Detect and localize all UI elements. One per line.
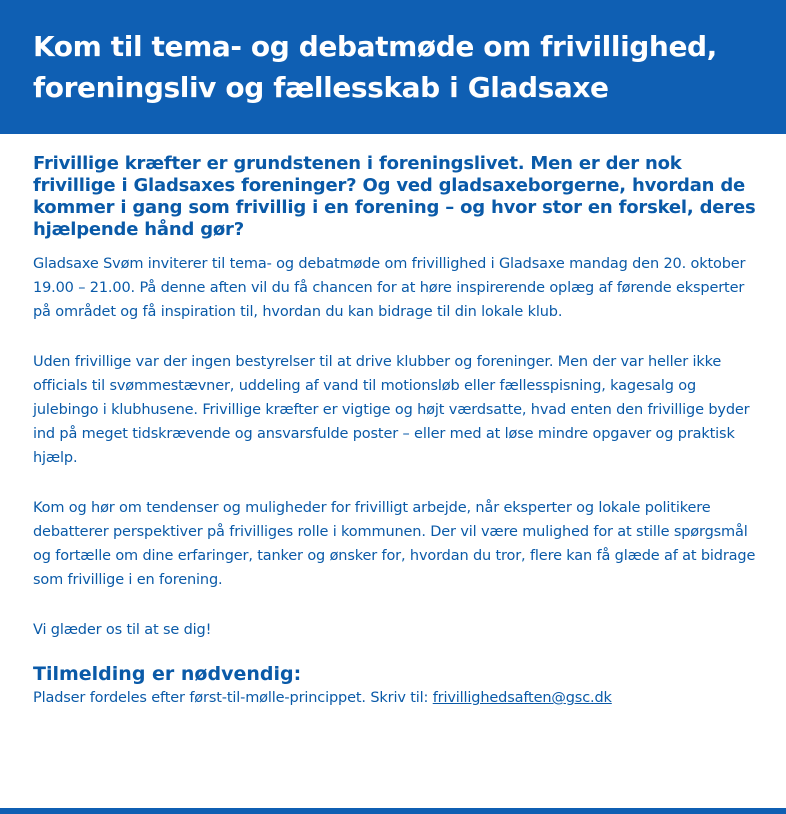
- closing-line: Vi glæder os til at se dig!: [33, 622, 212, 638]
- body-paragraph-2: Uden frivillige var der ingen bestyrelser til at drive klubber og foreninger. Men der var heller ikke officials til svømmestævner, uddeling af vand til motionsløb eller fællesspisning, kagesalg og julebingo i klubhusene. Frivillige kræfter er vigtige og højt værdsatte, hvad enten den frivillige byder ind på meget tidskrævende og ansvarsfulde poster – eller med at løse mindre opgaver og praktisk hjælp.: [33, 354, 750, 466]
- page-title-line-2: foreningsliv og fællesskab i Gladsaxe: [33, 71, 609, 104]
- signup-text: [33, 686, 756, 710]
- signup-email-link[interactable]: frivillighedsaften@gsc.dk: [432, 690, 612, 706]
- body-paragraph-3: Kom og hør om tendenser og muligheder for frivilligt arbejde, når eksperter og lokale politikere debatterer perspektiver på frivilliges rolle i kommunen. Der vil være mulighed for at stille spørgsmål og fortælle om dine erfaringer, tanker og ønsker for, hvordan du tror, flere kan få glæde af at bidrage som frivillige i en forening.: [33, 500, 756, 588]
- page-title-line-1: Kom til tema- og debatmøde om frivillighed,: [33, 30, 717, 63]
- signup-heading: Tilmelding er nødvendig:: [33, 663, 302, 685]
- footer-bar: [0, 808, 786, 814]
- page-title: [33, 26, 766, 108]
- header-banner: [0, 0, 786, 134]
- article-body: [0, 134, 786, 710]
- signup-instructions: Pladser fordeles efter først-til-mølle-princippet. Skriv til:: [33, 690, 433, 706]
- lead-paragraph: Frivillige kræfter er grundstenen i foreningslivet. Men er der nok frivillige i Gladsaxes foreninger? Og ved gladsaxeborgerne, hvordan de kommer i gang som frivillig i en forening – og hvor stor en forskel, deres hjælpende hånd gør?: [33, 153, 756, 240]
- body-paragraph-1: Gladsaxe Svøm inviterer til tema- og debatmøde om frivillighed i Gladsaxe mandag den 20. oktober 19.00 – 21.00. På denne aften vil du få chancen for at høre inspirerende oplæg af førende eksperter på området og få inspiration til, hvordan du kan bidrage til din lokale klub.: [33, 256, 746, 320]
